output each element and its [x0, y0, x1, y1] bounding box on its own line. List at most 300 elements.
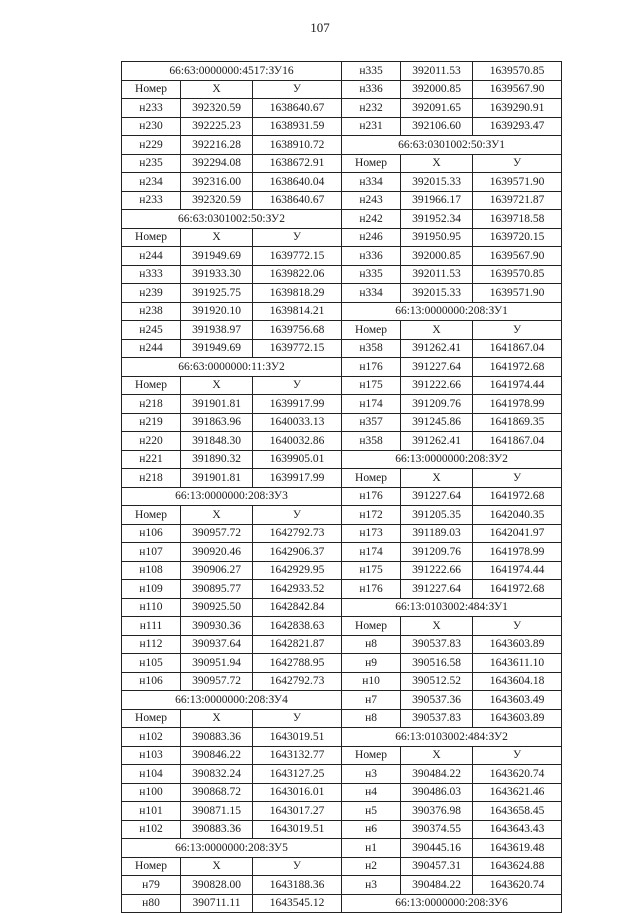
x-coordinate-cell: 392316.00 [181, 173, 253, 192]
x-coordinate-cell: 391925.75 [181, 284, 253, 303]
table-row [122, 265, 562, 284]
table-row [122, 154, 562, 173]
point-number-cell: н231 [342, 117, 401, 136]
x-coordinate-cell: 392294.08 [181, 154, 253, 173]
y-coordinate-cell: 1643603.89 [473, 635, 562, 654]
y-coordinate-cell: 1641867.04 [473, 432, 562, 451]
parcel-heading-cell: 66:13:0000000:208:ЗУ1 [342, 302, 562, 321]
point-number-cell: н357 [342, 413, 401, 432]
x-coordinate-cell: 391966.17 [401, 191, 473, 210]
x-coordinate-cell: 390937.64 [181, 635, 253, 654]
x-coordinate-cell: 390486.03 [401, 783, 473, 802]
y-coordinate-cell: 1639814.21 [253, 302, 342, 321]
x-coordinate-cell: 390868.72 [181, 783, 253, 802]
y-coordinate-cell: 1643016.01 [253, 783, 342, 802]
table-row [122, 598, 562, 617]
y-coordinate-cell: 1642788.95 [253, 654, 342, 673]
y-coordinate-cell: 1642842.84 [253, 598, 342, 617]
point-number-cell: н232 [342, 99, 401, 118]
point-number-cell: н336 [342, 80, 401, 99]
y-coordinate-cell: 1641978.99 [473, 395, 562, 414]
point-number-cell: н7 [342, 691, 401, 710]
y-coordinate-cell: 1643132.77 [253, 746, 342, 765]
point-number-cell: н244 [122, 247, 181, 266]
table-row [122, 376, 562, 395]
point-number-cell: н2 [342, 857, 401, 876]
coordinates-table-container [121, 61, 561, 913]
x-coordinate-cell: 390846.22 [181, 746, 253, 765]
x-coordinate-cell: 390906.27 [181, 561, 253, 580]
table-row [122, 635, 562, 654]
point-number-cell: н174 [342, 395, 401, 414]
x-coordinate-cell: 391209.76 [401, 395, 473, 414]
point-number-cell: н358 [342, 432, 401, 451]
point-number-cell: н233 [122, 99, 181, 118]
point-number-cell: н10 [342, 672, 401, 691]
point-number-cell: Номер [122, 228, 181, 247]
y-coordinate-cell: У [473, 154, 562, 173]
x-coordinate-cell: 390445.16 [401, 839, 473, 858]
table-row [122, 228, 562, 247]
x-coordinate-cell: 391189.03 [401, 524, 473, 543]
y-coordinate-cell: У [253, 506, 342, 525]
table-row [122, 617, 562, 636]
point-number-cell: н108 [122, 561, 181, 580]
y-coordinate-cell: 1639290.91 [473, 99, 562, 118]
point-number-cell: н101 [122, 802, 181, 821]
table-row [122, 839, 562, 858]
x-coordinate-cell: 390920.46 [181, 543, 253, 562]
y-coordinate-cell: 1642906.37 [253, 543, 342, 562]
y-coordinate-cell: У [473, 321, 562, 340]
point-number-cell: н107 [122, 543, 181, 562]
y-coordinate-cell: 1643545.12 [253, 894, 342, 913]
table-row [122, 709, 562, 728]
y-coordinate-cell: У [253, 80, 342, 99]
table-row [122, 80, 562, 99]
point-number-cell: н358 [342, 339, 401, 358]
point-number-cell: н176 [342, 580, 401, 599]
y-coordinate-cell: 1642821.87 [253, 635, 342, 654]
y-coordinate-cell: 1638640.04 [253, 173, 342, 192]
y-coordinate-cell: 1643019.51 [253, 820, 342, 839]
y-coordinate-cell: У [473, 746, 562, 765]
point-number-cell: н103 [122, 746, 181, 765]
x-coordinate-cell: 392320.59 [181, 191, 253, 210]
y-coordinate-cell: 1639567.90 [473, 80, 562, 99]
y-coordinate-cell: 1643603.89 [473, 709, 562, 728]
table-row [122, 506, 562, 525]
parcel-heading-cell: 66:13:0000000:208:ЗУ4 [122, 691, 342, 710]
x-coordinate-cell: X [181, 376, 253, 395]
y-coordinate-cell: 1639756.68 [253, 321, 342, 340]
point-number-cell: н109 [122, 580, 181, 599]
point-number-cell: н80 [122, 894, 181, 913]
point-number-cell: Номер [122, 709, 181, 728]
x-coordinate-cell: 391209.76 [401, 543, 473, 562]
y-coordinate-cell: 1638931.59 [253, 117, 342, 136]
x-coordinate-cell: 391262.41 [401, 432, 473, 451]
x-coordinate-cell: 391933.30 [181, 265, 253, 284]
table-row [122, 117, 562, 136]
x-coordinate-cell: 392091.65 [401, 99, 473, 118]
y-coordinate-cell: 1639720.15 [473, 228, 562, 247]
table-row [122, 413, 562, 432]
x-coordinate-cell: 391227.64 [401, 487, 473, 506]
point-number-cell: н234 [122, 173, 181, 192]
x-coordinate-cell: X [401, 746, 473, 765]
x-coordinate-cell: 392011.53 [401, 265, 473, 284]
x-coordinate-cell: 391901.81 [181, 469, 253, 488]
point-number-cell: н243 [342, 191, 401, 210]
x-coordinate-cell: 391227.64 [401, 580, 473, 599]
y-coordinate-cell: 1642929.95 [253, 561, 342, 580]
point-number-cell: н233 [122, 191, 181, 210]
table-row [122, 728, 562, 747]
table-row [122, 136, 562, 155]
y-coordinate-cell: 1642792.73 [253, 672, 342, 691]
y-coordinate-cell: 1638910.72 [253, 136, 342, 155]
point-number-cell: н104 [122, 765, 181, 784]
table-row [122, 358, 562, 377]
table-row [122, 469, 562, 488]
y-coordinate-cell: 1643643.43 [473, 820, 562, 839]
parcel-heading-cell: 66:63:0301002:50:ЗУ2 [122, 210, 342, 229]
y-coordinate-cell: 1642792.73 [253, 524, 342, 543]
x-coordinate-cell: 390457.31 [401, 857, 473, 876]
y-coordinate-cell: 1642838.63 [253, 617, 342, 636]
table-row [122, 765, 562, 784]
y-coordinate-cell: 1641867.04 [473, 339, 562, 358]
x-coordinate-cell: 391262.41 [401, 339, 473, 358]
x-coordinate-cell: 390951.94 [181, 654, 253, 673]
y-coordinate-cell: 1638672.91 [253, 154, 342, 173]
y-coordinate-cell: 1638640.67 [253, 191, 342, 210]
y-coordinate-cell: 1643611.10 [473, 654, 562, 673]
x-coordinate-cell: 390871.15 [181, 802, 253, 821]
parcel-heading-cell: 66:13:0000000:208:ЗУ6 [342, 894, 562, 913]
x-coordinate-cell: 392225.23 [181, 117, 253, 136]
y-coordinate-cell: 1643620.74 [473, 876, 562, 895]
y-coordinate-cell: 1641974.44 [473, 561, 562, 580]
table-row [122, 321, 562, 340]
y-coordinate-cell: 1641972.68 [473, 487, 562, 506]
y-coordinate-cell: 1643658.45 [473, 802, 562, 821]
x-coordinate-cell: 391949.69 [181, 339, 253, 358]
table-row [122, 247, 562, 266]
x-coordinate-cell: 390925.50 [181, 598, 253, 617]
point-number-cell: н244 [122, 339, 181, 358]
y-coordinate-cell: 1639905.01 [253, 450, 342, 469]
point-number-cell: Номер [342, 321, 401, 340]
table-row [122, 580, 562, 599]
point-number-cell: Номер [342, 469, 401, 488]
x-coordinate-cell: 392000.85 [401, 80, 473, 99]
coordinates-table [121, 61, 562, 913]
table-row [122, 561, 562, 580]
point-number-cell: Номер [342, 154, 401, 173]
y-coordinate-cell: 1639293.47 [473, 117, 562, 136]
x-coordinate-cell: 390828.00 [181, 876, 253, 895]
coordinates-table-body [122, 62, 562, 913]
point-number-cell: Номер [122, 506, 181, 525]
x-coordinate-cell: 391227.64 [401, 358, 473, 377]
y-coordinate-cell: 1639822.06 [253, 265, 342, 284]
x-coordinate-cell: 390537.83 [401, 635, 473, 654]
y-coordinate-cell: 1641978.99 [473, 543, 562, 562]
point-number-cell: н8 [342, 709, 401, 728]
point-number-cell: н221 [122, 450, 181, 469]
x-coordinate-cell: 390484.22 [401, 876, 473, 895]
parcel-heading-cell: 66:13:0000000:208:ЗУ3 [122, 487, 342, 506]
x-coordinate-cell: 390832.24 [181, 765, 253, 784]
y-coordinate-cell: 1642040.35 [473, 506, 562, 525]
x-coordinate-cell: 390711.11 [181, 894, 253, 913]
x-coordinate-cell: X [401, 469, 473, 488]
table-row [122, 672, 562, 691]
x-coordinate-cell: X [181, 857, 253, 876]
point-number-cell: н175 [342, 376, 401, 395]
point-number-cell: н334 [342, 284, 401, 303]
y-coordinate-cell: 1639772.15 [253, 247, 342, 266]
point-number-cell: Номер [342, 617, 401, 636]
y-coordinate-cell: 1640033.13 [253, 413, 342, 432]
point-number-cell: Номер [342, 746, 401, 765]
point-number-cell: н238 [122, 302, 181, 321]
y-coordinate-cell: У [253, 709, 342, 728]
point-number-cell: Номер [122, 376, 181, 395]
y-coordinate-cell: 1639570.85 [473, 265, 562, 284]
point-number-cell: н242 [342, 210, 401, 229]
x-coordinate-cell: 390930.36 [181, 617, 253, 636]
point-number-cell: н112 [122, 635, 181, 654]
x-coordinate-cell: 392011.53 [401, 62, 473, 81]
x-coordinate-cell: 390895.77 [181, 580, 253, 599]
parcel-heading-cell: 66:63:0000000:4517:ЗУ16 [122, 62, 342, 81]
y-coordinate-cell: У [253, 376, 342, 395]
point-number-cell: н333 [122, 265, 181, 284]
point-number-cell: н79 [122, 876, 181, 895]
point-number-cell: н218 [122, 469, 181, 488]
y-coordinate-cell: 1643603.49 [473, 691, 562, 710]
point-number-cell: н105 [122, 654, 181, 673]
table-row [122, 210, 562, 229]
x-coordinate-cell: 391920.10 [181, 302, 253, 321]
point-number-cell: н336 [342, 247, 401, 266]
y-coordinate-cell: У [253, 228, 342, 247]
x-coordinate-cell: 391222.66 [401, 561, 473, 580]
x-coordinate-cell: 391863.96 [181, 413, 253, 432]
point-number-cell: н1 [342, 839, 401, 858]
table-row [122, 802, 562, 821]
table-row [122, 173, 562, 192]
y-coordinate-cell: 1639917.99 [253, 469, 342, 488]
x-coordinate-cell: 391222.66 [401, 376, 473, 395]
point-number-cell: н219 [122, 413, 181, 432]
y-coordinate-cell: 1641869.35 [473, 413, 562, 432]
table-row [122, 339, 562, 358]
x-coordinate-cell: X [181, 228, 253, 247]
y-coordinate-cell: 1639567.90 [473, 247, 562, 266]
x-coordinate-cell: 392000.85 [401, 247, 473, 266]
x-coordinate-cell: X [181, 80, 253, 99]
point-number-cell: Номер [122, 80, 181, 99]
x-coordinate-cell: 390883.36 [181, 728, 253, 747]
x-coordinate-cell: 390374.55 [401, 820, 473, 839]
y-coordinate-cell: 1641972.68 [473, 358, 562, 377]
x-coordinate-cell: X [401, 321, 473, 340]
x-coordinate-cell: 390537.83 [401, 709, 473, 728]
x-coordinate-cell: X [181, 709, 253, 728]
x-coordinate-cell: 392106.60 [401, 117, 473, 136]
y-coordinate-cell: 1639818.29 [253, 284, 342, 303]
parcel-heading-cell: 66:13:0103002:484:ЗУ1 [342, 598, 562, 617]
y-coordinate-cell: 1643624.88 [473, 857, 562, 876]
y-coordinate-cell: 1642041.97 [473, 524, 562, 543]
table-row [122, 691, 562, 710]
y-coordinate-cell: 1639570.85 [473, 62, 562, 81]
y-coordinate-cell: 1643127.25 [253, 765, 342, 784]
x-coordinate-cell: 390516.58 [401, 654, 473, 673]
x-coordinate-cell: 392320.59 [181, 99, 253, 118]
point-number-cell: н8 [342, 635, 401, 654]
point-number-cell: н218 [122, 395, 181, 414]
y-coordinate-cell: 1642933.52 [253, 580, 342, 599]
table-row [122, 487, 562, 506]
x-coordinate-cell: 391245.86 [401, 413, 473, 432]
point-number-cell: Номер [122, 857, 181, 876]
table-row [122, 857, 562, 876]
point-number-cell: н230 [122, 117, 181, 136]
x-coordinate-cell: 392015.33 [401, 173, 473, 192]
point-number-cell: н106 [122, 524, 181, 543]
table-row [122, 432, 562, 451]
y-coordinate-cell: 1639772.15 [253, 339, 342, 358]
point-number-cell: н246 [342, 228, 401, 247]
point-number-cell: н335 [342, 265, 401, 284]
table-row [122, 783, 562, 802]
y-coordinate-cell: У [253, 857, 342, 876]
x-coordinate-cell: 390376.98 [401, 802, 473, 821]
point-number-cell: н239 [122, 284, 181, 303]
point-number-cell: н3 [342, 876, 401, 895]
table-row [122, 191, 562, 210]
x-coordinate-cell: 391949.69 [181, 247, 253, 266]
y-coordinate-cell: 1643620.74 [473, 765, 562, 784]
y-coordinate-cell: 1641972.68 [473, 580, 562, 599]
table-row [122, 284, 562, 303]
point-number-cell: н110 [122, 598, 181, 617]
table-row [122, 99, 562, 118]
x-coordinate-cell: 391848.30 [181, 432, 253, 451]
x-coordinate-cell: X [401, 154, 473, 173]
parcel-heading-cell: 66:13:0000000:208:ЗУ2 [342, 450, 562, 469]
table-row [122, 450, 562, 469]
y-coordinate-cell: 1643621.46 [473, 783, 562, 802]
x-coordinate-cell: 390883.36 [181, 820, 253, 839]
x-coordinate-cell: X [181, 506, 253, 525]
parcel-heading-cell: 66:63:0301002:50:ЗУ1 [342, 136, 562, 155]
x-coordinate-cell: 390537.36 [401, 691, 473, 710]
table-row [122, 876, 562, 895]
x-coordinate-cell: 392216.28 [181, 136, 253, 155]
x-coordinate-cell: 391205.35 [401, 506, 473, 525]
table-row [122, 894, 562, 913]
point-number-cell: н220 [122, 432, 181, 451]
y-coordinate-cell: 1643619.48 [473, 839, 562, 858]
parcel-heading-cell: 66:13:0103002:484:ЗУ2 [342, 728, 562, 747]
point-number-cell: н176 [342, 358, 401, 377]
point-number-cell: н235 [122, 154, 181, 173]
x-coordinate-cell: 391952.34 [401, 210, 473, 229]
table-row [122, 820, 562, 839]
page-number: 107 [310, 20, 330, 35]
point-number-cell: н6 [342, 820, 401, 839]
table-row [122, 654, 562, 673]
table-row [122, 543, 562, 562]
x-coordinate-cell: 391938.97 [181, 321, 253, 340]
table-row [122, 524, 562, 543]
point-number-cell: н335 [342, 62, 401, 81]
table-row [122, 302, 562, 321]
y-coordinate-cell: 1639917.99 [253, 395, 342, 414]
table-row [122, 395, 562, 414]
y-coordinate-cell: У [473, 469, 562, 488]
parcel-heading-cell: 66:13:0000000:208:ЗУ5 [122, 839, 342, 858]
y-coordinate-cell: 1638640.67 [253, 99, 342, 118]
point-number-cell: н9 [342, 654, 401, 673]
y-coordinate-cell: 1640032.86 [253, 432, 342, 451]
x-coordinate-cell: 391901.81 [181, 395, 253, 414]
x-coordinate-cell: 390957.72 [181, 524, 253, 543]
table-row [122, 746, 562, 765]
point-number-cell: н106 [122, 672, 181, 691]
y-coordinate-cell: 1643188.36 [253, 876, 342, 895]
point-number-cell: н176 [342, 487, 401, 506]
x-coordinate-cell: 391890.32 [181, 450, 253, 469]
point-number-cell: н334 [342, 173, 401, 192]
point-number-cell: н174 [342, 543, 401, 562]
y-coordinate-cell: 1643017.27 [253, 802, 342, 821]
point-number-cell: н4 [342, 783, 401, 802]
point-number-cell: н102 [122, 820, 181, 839]
point-number-cell: н229 [122, 136, 181, 155]
x-coordinate-cell: 390484.22 [401, 765, 473, 784]
y-coordinate-cell: 1639571.90 [473, 284, 562, 303]
point-number-cell: н3 [342, 765, 401, 784]
x-coordinate-cell: 392015.33 [401, 284, 473, 303]
table-row [122, 62, 562, 81]
point-number-cell: н5 [342, 802, 401, 821]
x-coordinate-cell: X [401, 617, 473, 636]
y-coordinate-cell: У [473, 617, 562, 636]
y-coordinate-cell: 1639718.58 [473, 210, 562, 229]
point-number-cell: н173 [342, 524, 401, 543]
point-number-cell: н172 [342, 506, 401, 525]
y-coordinate-cell: 1639571.90 [473, 173, 562, 192]
point-number-cell: н175 [342, 561, 401, 580]
y-coordinate-cell: 1643604.18 [473, 672, 562, 691]
point-number-cell: н245 [122, 321, 181, 340]
point-number-cell: н102 [122, 728, 181, 747]
x-coordinate-cell: 390957.72 [181, 672, 253, 691]
point-number-cell: н111 [122, 617, 181, 636]
parcel-heading-cell: 66:63:0000000:11:ЗУ2 [122, 358, 342, 377]
y-coordinate-cell: 1639721.87 [473, 191, 562, 210]
y-coordinate-cell: 1643019.51 [253, 728, 342, 747]
point-number-cell: н100 [122, 783, 181, 802]
y-coordinate-cell: 1641974.44 [473, 376, 562, 395]
